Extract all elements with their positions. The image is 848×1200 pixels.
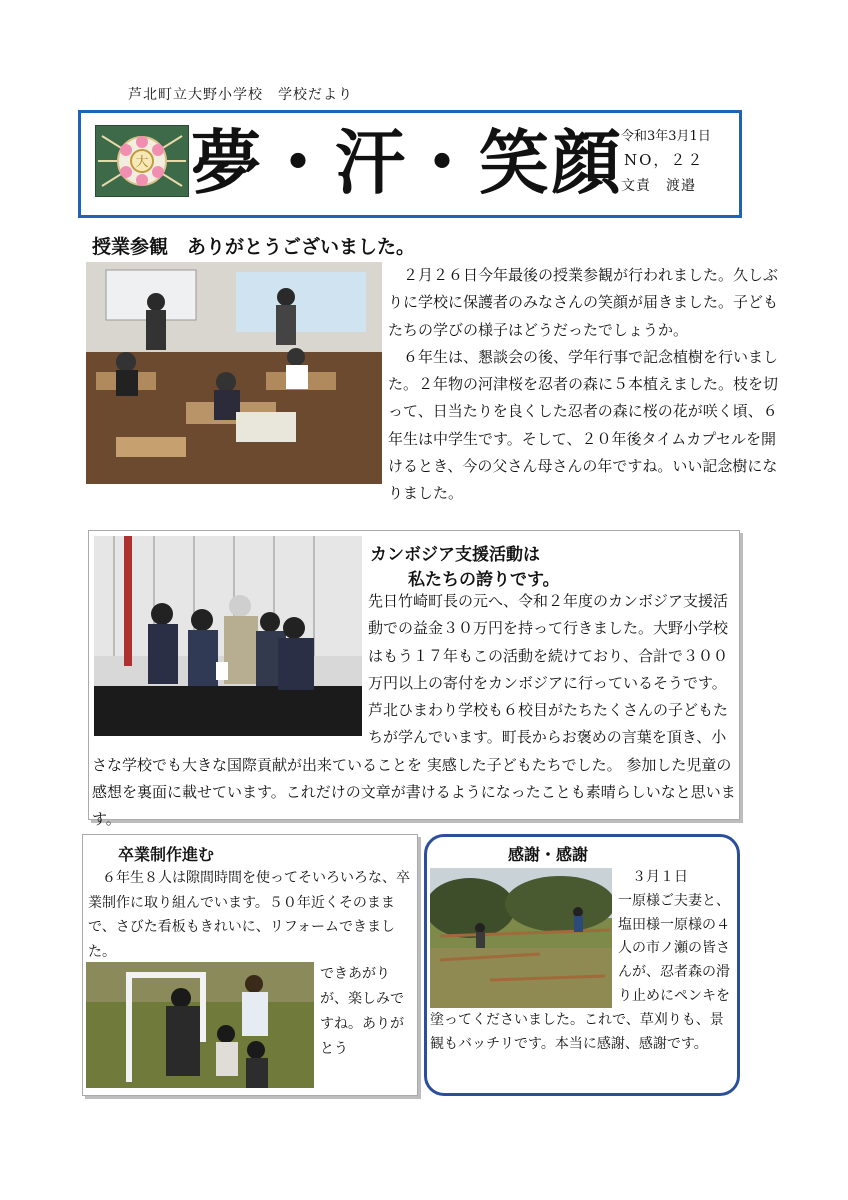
section1-paragraph-2: ６年生は、懇談会の後、学年行事で記念植樹を行いました。２年物の河津桜を忍者の森に５本植えました。枝を切って、日当たりを良くした忍者の森に桜の花が咲く頃、６年生は中学生です。そして、２０年後タイムカプセルを開けるとき、今の父さん母さんの年ですね。いい記念樹になりました。: [388, 347, 779, 503]
section3-side-text: できあがりが、楽しみですね。ありがとう: [320, 966, 404, 1057]
section3-body: ６年生８人は隙間時間を使ってそいろいろな、卒業制作に取り組んでいます。５０年近くそのままで、さびた看板もきれいに、リフォームできました。: [88, 870, 410, 960]
masthead: [78, 110, 742, 218]
section2-heading-line2: 私たちの誇りです。: [408, 570, 560, 590]
svg-text:大: 大: [135, 155, 149, 170]
section1-paragraph-1: ２月２６日今年最後の授業参観が行われました。久しぶりに学校に保護者のみなさんの笑顔が届きました。子どもたちの学びの様子はどうだったでしょうか。: [388, 266, 779, 339]
author-credit: 文責 渡邉: [621, 178, 696, 194]
section4-heading: 感謝・感謝: [508, 845, 589, 864]
newsletter-title: 夢・汗・笑顔: [191, 121, 623, 204]
graduation-project-photo: [86, 962, 314, 1088]
section3-heading: 卒業制作進む: [118, 845, 215, 864]
section4-body-text: 一原様ご夫妻と、塩田様一原様の４人の市ノ瀬の皆さんが、忍者森の滑り止めにペンキを塗ってくださいました。これで、草刈りも、景観もバッチリです。本当に感謝、感謝です。: [430, 892, 730, 1052]
school-name-line: 芦北町立大野小学校 学校だより: [128, 87, 353, 103]
section4-body: [430, 866, 734, 1056]
section2-body: [92, 588, 738, 834]
issue-number: NO，２２: [624, 151, 705, 169]
school-emblem-icon: [95, 125, 189, 197]
section1-body: [88, 262, 778, 508]
section2-body-text: 先日竹崎町長の元へ、令和２年度のカンボジア支援活動での益金３０万円を持って行きました。大野小学校はもう１７年もこの活動を続けており、合計で３００万円以上の寄付をカンボジアに行っているそうです。芦北ひまわり学校も６校目がたちたくさんの子どもたちが学んでいます。町長からお褒めの言葉を頂き、小さな学校でも大きな国際貢献が出来ていることを 実感した子どもたちでした。 参加した児童の感想を裏面に載せています。これだけの文章が書けるようになったことも素晴らしいなと思います。: [92, 592, 736, 829]
section4-date: ３月１日: [632, 869, 688, 885]
section2-heading-line1: カンボジア支援活動は: [370, 545, 540, 565]
section1-heading: 授業参観 ありがとうございました。: [92, 236, 416, 258]
issue-date: 令和3年3月1日: [621, 129, 711, 144]
